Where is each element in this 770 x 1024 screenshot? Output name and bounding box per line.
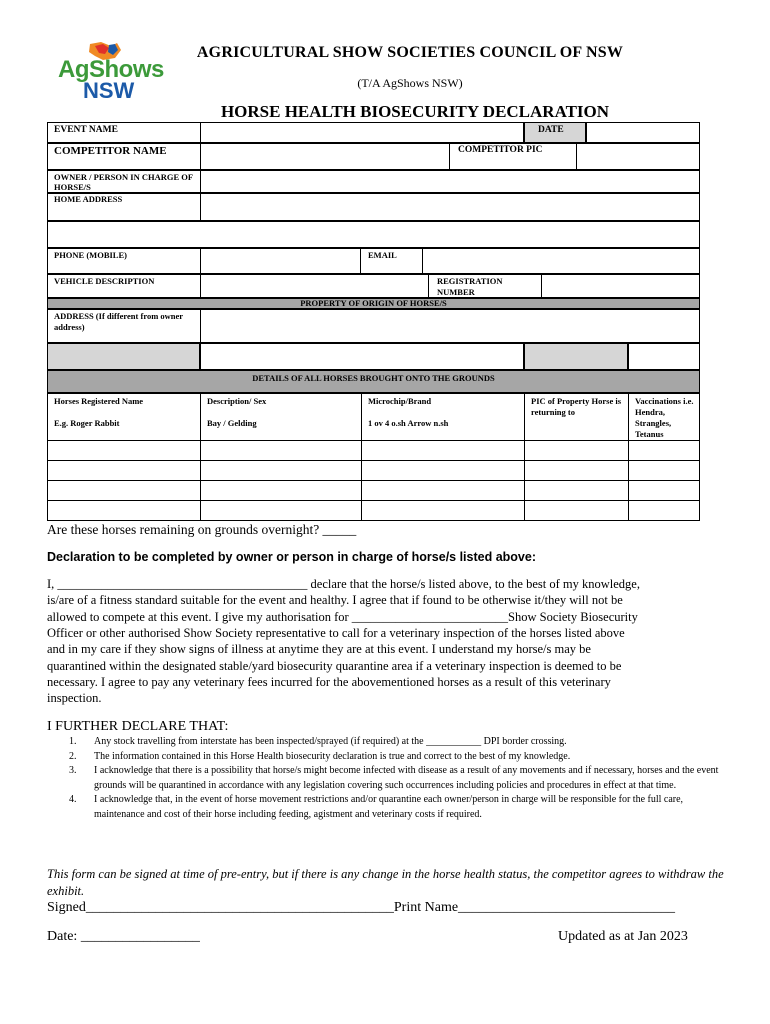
registration-field[interactable]	[541, 274, 700, 298]
grey-cell-mid	[524, 343, 628, 370]
competitor-pic-field[interactable]	[576, 143, 700, 170]
date-label: DATE	[538, 125, 564, 135]
date-line[interactable]: Date: _________________	[47, 929, 200, 944]
competitor-pic-label: COMPETITOR PIC	[458, 145, 543, 155]
declaration-line: allowed to compete at this event. I give my authorisation for _________________________Show Society Biosecurity	[47, 610, 638, 624]
col-divider	[524, 393, 525, 521]
col-header-microchip: Microchip/Brand	[368, 396, 432, 406]
row-divider	[47, 480, 700, 481]
date-field[interactable]	[586, 122, 700, 143]
declaration-line: I, ________________________________________ declare that the horse/s listed above, to the best of my knowledge,	[47, 577, 640, 591]
col-divider	[628, 393, 629, 521]
competitor-name-field[interactable]	[200, 143, 450, 170]
col-divider	[200, 393, 201, 521]
updated-date: Updated as at Jan 2023	[558, 929, 688, 944]
owner-label: OWNER / PERSON IN CHARGE OF HORSE/S	[54, 172, 193, 192]
example-name: E.g. Roger Rabbit	[54, 418, 120, 428]
address-diff-field-3[interactable]	[628, 343, 700, 370]
col-header-pic: PIC of Property Horse is returning to	[531, 396, 622, 417]
declaration-line: quarantined within the designated stable/yard biosecurity quarantine area if a veterinary inspection is deemed to be	[47, 659, 622, 673]
declaration-line: necessary. I agree to pay any veterinary fees incurred for the abovementioned horses as a result of this veterinary	[47, 675, 611, 689]
trading-as: (T/A AgShows NSW)	[357, 76, 463, 90]
signed-line[interactable]: Signed____________________________________________Print Name_______________________________	[47, 900, 676, 915]
declaration-line: and in my care if they show signs of illness at anytime they are at this event. I understand my horse/s may be	[47, 642, 591, 656]
declaration-line: Officer or other authorised Show Society representative to call for a veterinary inspection of the horses listed above	[47, 626, 625, 640]
vehicle-label: VEHICLE DESCRIPTION	[54, 276, 155, 286]
grey-cell-left	[47, 343, 200, 370]
example-description: Bay / Gelding	[207, 418, 257, 428]
agshows-logo	[55, 40, 164, 108]
logo-agshows-text: AgShows	[58, 56, 164, 83]
declaration-line: inspection.	[47, 691, 102, 705]
note: This form can be signed at time of pre-entry, but if there is any change in the horse health status, the competitor agrees to withdraw the exhibit.	[47, 867, 724, 898]
row-divider	[47, 460, 700, 461]
overnight-question: Are these horses remaining on grounds overnight? _____	[47, 522, 357, 537]
competitor-name-label: COMPETITOR NAME	[54, 145, 167, 157]
property-band: PROPERTY OF ORIGIN OF HORSE/S	[47, 298, 700, 309]
row-divider	[47, 500, 700, 501]
phone-label: PHONE (MOBILE)	[54, 250, 127, 260]
col-header-name: Horses Registered Name	[54, 396, 144, 406]
logo-nsw-text: NSW	[83, 78, 135, 103]
email-field[interactable]	[422, 248, 700, 274]
home-address-label: HOME ADDRESS	[54, 194, 123, 204]
declaration-line: is/are of a fitness standard suitable for the event and healthy. I agree that if found to be otherwise it/they will not be	[47, 593, 623, 607]
form-title: HORSE HEALTH BIOSECURITY DECLARATION	[220, 102, 610, 121]
org-title: AGRICULTURAL SHOW SOCIETIES COUNCIL OF NSW	[196, 44, 624, 61]
home-address-field[interactable]	[200, 193, 700, 221]
col-header-vaccinations: Vaccinations i.e. Hendra, Strangles, Tetanus	[635, 396, 694, 439]
example-microchip: 1 ov 4 o.sh Arrow n.sh	[368, 418, 449, 428]
address-diff-label: ADDRESS (If different from owner address)	[54, 311, 183, 332]
vehicle-field[interactable]	[200, 274, 429, 298]
phone-field[interactable]	[200, 248, 361, 274]
home-address-row-2[interactable]	[47, 221, 700, 248]
further-item: 2. The information contained in this Horse Health biosecurity declaration is true and correct to the best of my knowledge.	[69, 750, 571, 762]
col-header-description: Description/ Sex	[207, 396, 267, 406]
declaration-heading: Declaration to be completed by owner or person in charge of horse/s listed above:	[47, 550, 536, 564]
col-divider	[361, 393, 362, 521]
address-diff-field-2[interactable]	[200, 343, 524, 370]
further-item: 3. I acknowledge that there is a possibility that horse/s might become infected with disease as a result of any movements and if necessary, horses and the event grounds will be quarantined in accordance with any legislation covering such occurrences including policies and procedures in effect at that time.	[69, 765, 719, 791]
event-name-label: EVENT NAME	[54, 125, 118, 135]
horses-band: DETAILS OF ALL HORSES BROUGHT ONTO THE GROUNDS	[47, 370, 700, 393]
address-diff-field[interactable]	[200, 309, 700, 343]
further-item: 4. I acknowledge that, in the event of horse movement restrictions and/or quarantine each owner/person in charge will be responsible for the full care, maintenance and cost of their horse including feeding, agistment and veterinary costs if required.	[69, 794, 684, 820]
registration-label: REGISTRATION NUMBER	[437, 276, 503, 297]
further-item: 1. Any stock travelling from interstate has been inspected/sprayed (if required) at the ___________ DPI border crossing.	[69, 736, 567, 747]
row-divider	[47, 440, 700, 441]
email-label: EMAIL	[368, 250, 397, 260]
event-name-field[interactable]	[200, 122, 524, 143]
further-list	[47, 735, 722, 822]
owner-field[interactable]	[200, 170, 700, 193]
further-heading: I FURTHER DECLARE THAT:	[47, 719, 229, 734]
